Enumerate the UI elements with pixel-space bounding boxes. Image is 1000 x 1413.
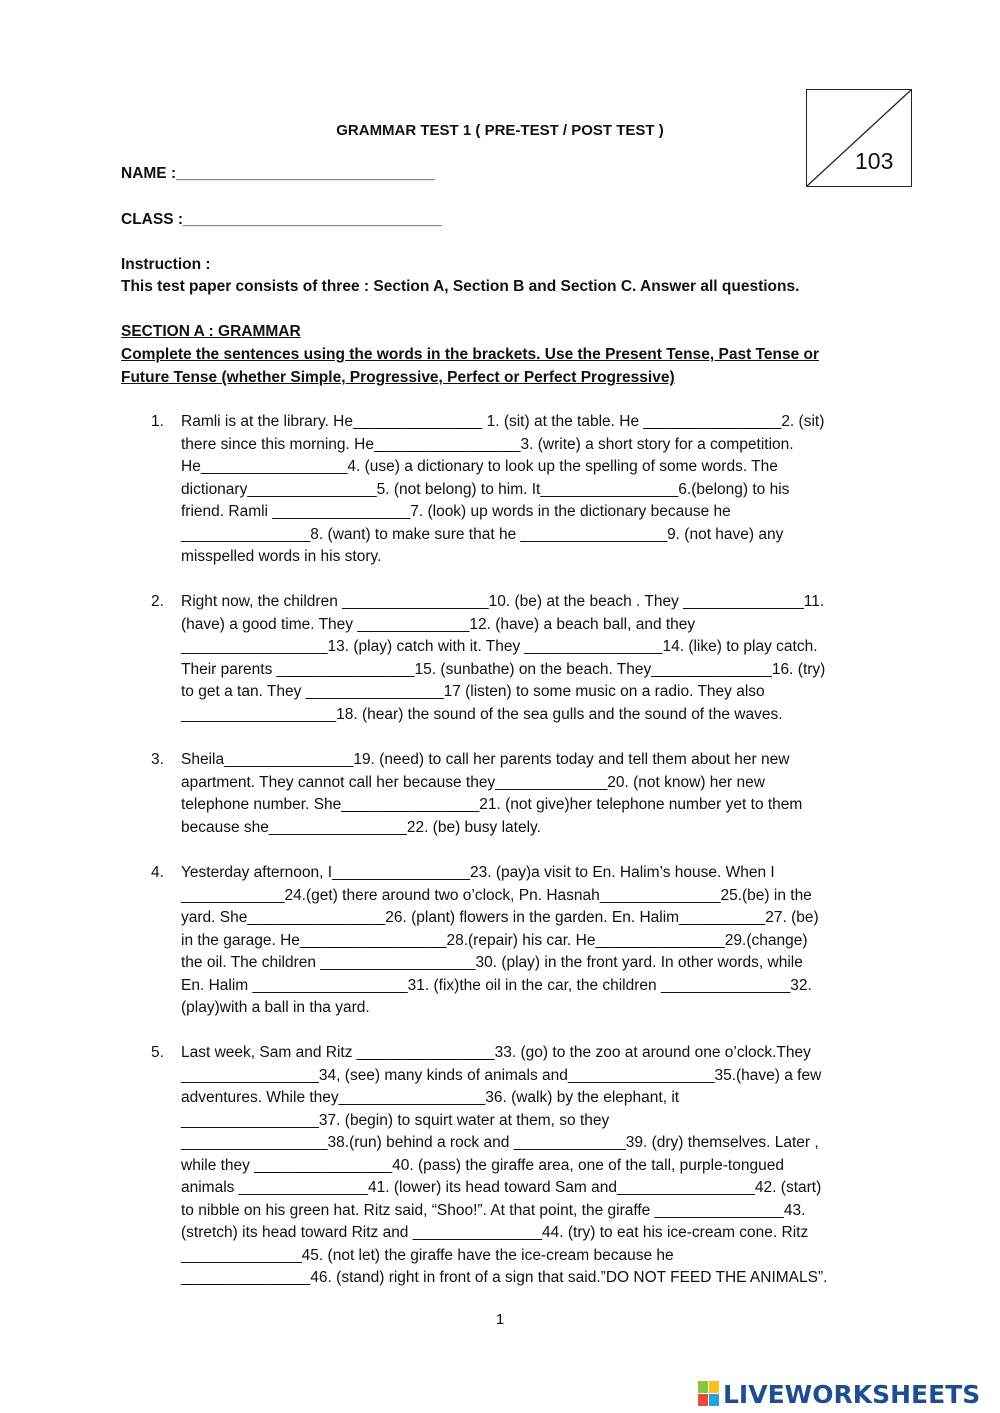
question-line[interactable]: Last week, Sam and Ritz ________________33. (go) to the zoo at around one o’clock.They xyxy=(181,1044,811,1061)
question-line[interactable]: Ramli is at the library. He_______________ 1. (sit) at the table. He ________________2. (sit) xyxy=(181,413,825,430)
question-line[interactable]: _________________13. (play) catch with it. They ________________14. (like) to play catch. xyxy=(181,638,818,655)
question-line[interactable]: (stretch) its head toward Ritz and _______________44. (try) to eat his ice-cream cone. Ritz xyxy=(181,1224,809,1241)
question-line[interactable]: animals _______________41. (lower) its head toward Sam and________________42. (start) xyxy=(181,1179,822,1196)
question-line: misspelled words in his story. xyxy=(181,548,382,565)
page-number: 1 xyxy=(495,1311,505,1328)
instruction-text: This test paper consists of three : Section A, Section B and Section C. Answer all questions. xyxy=(121,278,800,295)
question-line[interactable]: __________________18. (hear) the sound of the sea gulls and the sound of the waves. xyxy=(181,706,783,723)
question-line[interactable]: _______________46. (stand) right in front of a sign that said.”DO NOT FEED THE ANIMALS”. xyxy=(181,1269,828,1286)
question-line[interactable]: ________________37. (begin) to squirt water at them, so they xyxy=(181,1112,610,1129)
question-line[interactable]: to nibble on his green hat. Ritz said, “Shoo!”. At that point, the giraffe _______________43. xyxy=(181,1202,806,1219)
liveworksheets-mark-icon xyxy=(698,1381,720,1407)
question-line[interactable]: Right now, the children _________________10. (be) at the beach . They ______________11. xyxy=(181,593,825,610)
question-line[interactable]: because she________________22. (be) busy lately. xyxy=(181,819,541,836)
question-line: (play)with a ball in tha yard. xyxy=(181,999,370,1016)
question-line[interactable]: ______________45. (not let) the giraffe have the ice-cream because he xyxy=(181,1247,674,1264)
question-number: 5. xyxy=(151,1044,164,1061)
question-line[interactable]: telephone number. She________________21. (not give)her telephone number yet to them xyxy=(181,796,803,813)
question-line[interactable]: the oil. The children __________________30. (play) in the front yard. In other words, while xyxy=(181,954,803,971)
question-line[interactable]: while they ________________40. (pass) the giraffe area, one of the tall, purple-tongued xyxy=(181,1157,784,1174)
question-line[interactable]: yard. She________________26. (plant) flowers in the garden. En. Halim__________27. (be) xyxy=(181,909,819,926)
question-number: 1. xyxy=(151,413,164,430)
question-number: 2. xyxy=(151,593,164,610)
question-line[interactable]: Their parents ________________15. (sunbathe) on the beach. They______________16. (try) xyxy=(181,661,826,678)
liveworksheets-logo[interactable] xyxy=(698,1379,980,1409)
question-line[interactable]: _________________38.(run) behind a rock and _____________39. (dry) themselves. Later , xyxy=(181,1134,819,1151)
question-line[interactable]: He_________________4. (use) a dictionary to look up the spelling of some words. The xyxy=(181,458,778,475)
score-value: 103 xyxy=(855,148,894,174)
question-line[interactable]: in the garage. He_________________28.(repair) his car. He_______________29.(change) xyxy=(181,932,808,949)
question-line[interactable]: En. Halim __________________31. (fix)the oil in the car, the children _______________32. xyxy=(181,977,812,994)
name-field[interactable]: NAME :______________________________ xyxy=(121,165,435,182)
question-number: 3. xyxy=(151,751,164,768)
logo-text: LIVEWORKSHEETS xyxy=(723,1379,981,1409)
question-line[interactable]: dictionary_______________5. (not belong) to him. It________________6.(belong) to his xyxy=(181,481,790,498)
question-line[interactable]: to get a tan. They ________________17 (listen) to some music on a radio. They also xyxy=(181,683,765,700)
question-line[interactable]: _______________8. (want) to make sure that he _________________9. (not have) any xyxy=(181,526,784,543)
question-line[interactable]: (have) a good time. They _____________12. (have) a beach ball, and they xyxy=(181,616,696,633)
section-a-directions-2: Future Tense (whether Simple, Progressive, Perfect or Perfect Progressive) xyxy=(121,369,675,386)
question-line[interactable]: ________________34, (see) many kinds of animals and_________________35.(have) a few xyxy=(181,1067,822,1084)
question-line[interactable]: Sheila_______________19. (need) to call her parents today and tell them about her new xyxy=(181,751,790,768)
question-line[interactable]: friend. Ramli ________________7. (look) up words in the dictionary because he xyxy=(181,503,731,520)
question-line[interactable]: ____________24.(get) there around two o’clock, Pn. Hasnah______________25.(be) in the xyxy=(181,887,812,904)
page-title: GRAMMAR TEST 1 ( PRE-TEST / POST TEST ) xyxy=(336,122,664,139)
score-box xyxy=(806,89,912,187)
question-number: 4. xyxy=(151,864,164,881)
instruction-label: Instruction : xyxy=(121,256,211,273)
question-line[interactable]: Yesterday afternoon, I________________23. (pay)a visit to En. Halim’s house. When I xyxy=(181,864,775,881)
section-a-heading: SECTION A : GRAMMAR xyxy=(121,323,301,340)
question-line[interactable]: apartment. They cannot call her because they_____________20. (not know) her new xyxy=(181,774,765,791)
section-a-directions-1: Complete the sentences using the words in the brackets. Use the Present Tense, Past Tense or xyxy=(121,346,819,363)
question-line[interactable]: there since this morning. He_________________3. (write) a short story for a competition. xyxy=(181,436,794,453)
class-field[interactable]: CLASS :______________________________ xyxy=(121,211,442,228)
question-line[interactable]: adventures. While they_________________36. (walk) by the elephant, it xyxy=(181,1089,680,1106)
